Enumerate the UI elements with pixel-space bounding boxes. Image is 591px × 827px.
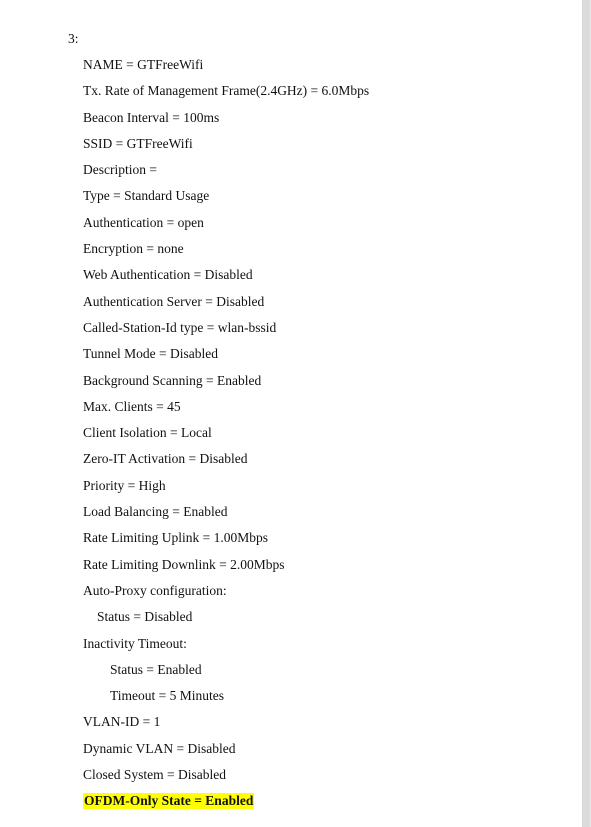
- config-line: [0, 188, 570, 214]
- config-line-text: Max. Clients = 45: [83, 398, 181, 414]
- config-lines: [0, 57, 570, 820]
- config-line-text: Rate Limiting Uplink = 1.00Mbps: [83, 530, 268, 546]
- config-line: [0, 557, 570, 583]
- config-line: [0, 425, 570, 451]
- config-line: [0, 346, 570, 372]
- config-line-text: OFDM-Only State = Enabled: [84, 793, 254, 809]
- config-line-text: SSID = GTFreeWifi: [83, 135, 193, 151]
- config-line: [0, 83, 570, 109]
- scrollbar-thumb[interactable]: [583, 0, 590, 827]
- config-line-text: Type = Standard Usage: [83, 188, 210, 204]
- config-line-text: Beacon Interval = 100ms: [83, 109, 220, 125]
- config-line: [0, 294, 570, 320]
- section-number: 3:: [68, 31, 79, 46]
- config-line-text: Status = Enabled: [110, 661, 202, 677]
- config-line-text: Authentication = open: [83, 214, 204, 230]
- config-line-text: Background Scanning = Enabled: [83, 372, 262, 388]
- config-line-text: Called-Station-Id type = wlan-bssid: [83, 319, 277, 335]
- config-line-text: Dynamic VLAN = Disabled: [83, 740, 236, 756]
- config-line-text: Closed System = Disabled: [83, 767, 226, 783]
- config-line: [0, 662, 570, 688]
- config-line: [0, 741, 570, 767]
- config-line: [0, 714, 570, 740]
- config-line-text: Rate Limiting Downlink = 2.00Mbps: [83, 556, 285, 572]
- config-line: [0, 373, 570, 399]
- config-line-text: Timeout = 5 Minutes: [110, 688, 225, 704]
- config-line: [0, 688, 570, 714]
- config-line: [0, 451, 570, 477]
- config-line-text: Description =: [83, 162, 157, 178]
- config-line: [0, 504, 570, 530]
- highlighted-config-line: [0, 793, 570, 819]
- config-line-text: VLAN-ID = 1: [83, 714, 161, 730]
- config-line: [0, 241, 570, 267]
- config-line: [0, 267, 570, 293]
- config-line-text: Zero-IT Activation = Disabled: [83, 451, 248, 467]
- config-line: [0, 136, 570, 162]
- config-line-text: Auto-Proxy configuration:: [83, 582, 227, 598]
- config-line-text: Priority = High: [83, 477, 166, 493]
- config-line-text: Status = Disabled: [97, 609, 193, 625]
- config-line-text: Encryption = none: [83, 241, 184, 257]
- config-line: [0, 636, 570, 662]
- config-line: [0, 767, 570, 793]
- config-line-text: Authentication Server = Disabled: [83, 293, 265, 309]
- config-line: [0, 162, 570, 188]
- config-line: [0, 530, 570, 556]
- config-line: [0, 583, 570, 609]
- config-line-text: NAME = GTFreeWifi: [83, 57, 204, 72]
- config-line: [0, 609, 570, 635]
- scrollbar[interactable]: [582, 0, 591, 827]
- config-line: [0, 399, 570, 425]
- config-line: [0, 57, 570, 83]
- config-line-text: Load Balancing = Enabled: [83, 504, 228, 520]
- config-line-text: Tunnel Mode = Disabled: [83, 346, 218, 362]
- config-line: [0, 215, 570, 241]
- config-line-text: Client Isolation = Local: [83, 425, 212, 441]
- config-line: [0, 478, 570, 504]
- config-line: [0, 110, 570, 136]
- config-line-text: Inactivity Timeout:: [83, 635, 187, 651]
- config-line-text: Web Authentication = Disabled: [83, 267, 253, 283]
- config-line: [0, 320, 570, 346]
- config-line-text: Tx. Rate of Management Frame(2.4GHz) = 6.0Mbps: [83, 83, 370, 99]
